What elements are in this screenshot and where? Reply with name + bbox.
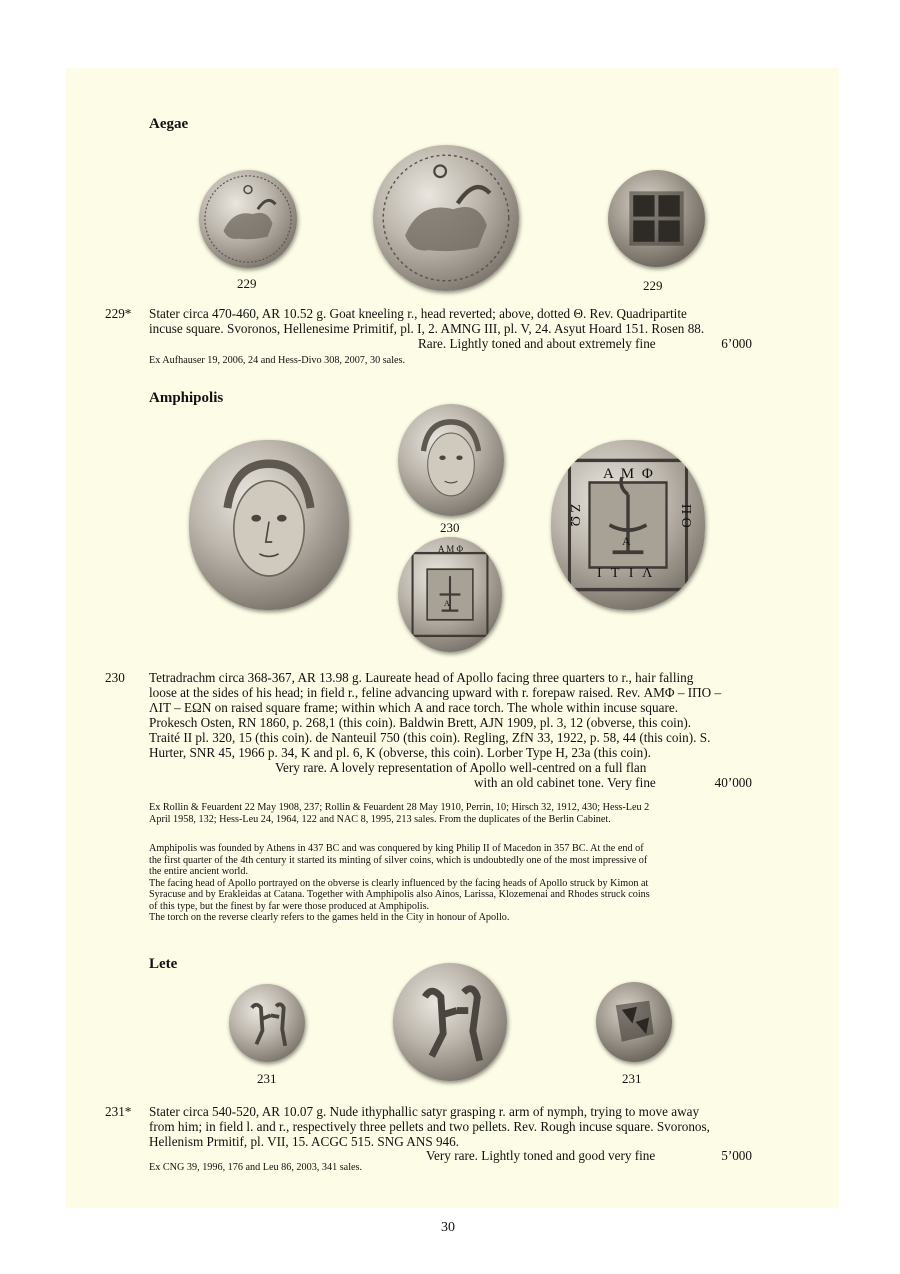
description-line: ΛΙΤ – ΕΩΝ on raised square frame; within which Α and race torch. The whole within incuse square. bbox=[149, 700, 679, 715]
field-letter: Α bbox=[622, 534, 631, 548]
legend-left: Ζ Ω bbox=[567, 504, 582, 527]
grade-row bbox=[149, 336, 752, 351]
description-line: Prokesch Osten, RN 1860, p. 268,1 (this coin). Baldwin Brett, AJN 1909, pl. 3, 12 (obverse, this coin). bbox=[149, 715, 692, 730]
description-line: Stater circa 470-460, AR 10.52 g. Goat kneeling r., head reverted; above, dotted Θ. Rev. Quadripartite bbox=[149, 306, 687, 321]
provenance-line: Ex Rollin & Feuardent 22 May 1908, 237; Rollin & Feuardent 28 May 1910, Perrin, 10; Hirsch 32, 1912, 430; Hess-Leu 2 bbox=[149, 802, 650, 813]
section-title-lete: Lete bbox=[149, 956, 178, 972]
provenance bbox=[149, 802, 752, 825]
coin-230-obverse-small bbox=[398, 404, 504, 516]
historical-note bbox=[149, 843, 752, 924]
legend-right: Π Ο bbox=[678, 504, 693, 528]
description-line: Hurter, SNR 45, 1966 p. 34, K and pl. 6, K (obverse, this coin). Lorber Type H, 23a (this coin). bbox=[149, 745, 651, 760]
description-line: Stater circa 540-520, AR 10.07 g. Nude ithyphallic satyr grasping r. arm of nymph, trying to move away bbox=[149, 1104, 700, 1119]
coin-231-obverse-large bbox=[393, 963, 507, 1081]
description-line: Traité II pl. 320, 15 (this coin). de Nanteuil 750 (this coin). Regling, ZfN 33, 1922, p. 58, 44 (this coin). S. bbox=[149, 730, 711, 745]
coin-231-obverse-small bbox=[229, 984, 305, 1062]
legend-top: Α Μ Φ bbox=[603, 466, 655, 482]
coin-229-obverse-large bbox=[373, 145, 519, 291]
note-line: of this type, but the finest by far were those produced at Amphipolis. bbox=[149, 900, 430, 912]
grade-text: with an old cabinet tone. Very fine bbox=[474, 775, 656, 790]
description-line: incuse square. Svoronos, Hellenesime Primitif, pl. I, 2. AMNG III, pl. V, 24. Asyut Hoard 151. Rosen 88. bbox=[149, 321, 705, 336]
estimate: 40’000 bbox=[714, 775, 752, 790]
note-line: Amphipolis was founded by Athens in 437 BC and was conquered by king Philip II of Macedon in 357 BC. At the end of bbox=[149, 843, 644, 854]
coin-label: 231 bbox=[622, 1071, 642, 1086]
legend-bottom: Ι Τ Ι Λ bbox=[597, 566, 656, 581]
grade-row bbox=[149, 775, 752, 790]
grade-row bbox=[149, 1148, 752, 1163]
provenance: Ex Aufhauser 19, 2006, 24 and Hess-Divo 308, 2007, 30 sales. bbox=[149, 355, 406, 366]
coin-231-reverse bbox=[596, 982, 672, 1062]
coin-230-reverse-small bbox=[398, 537, 502, 652]
provenance-line: April 1958, 132; Hess-Leu 24, 1964, 122 and NAC 8, 1995, 213 sales. From the duplicates of the Berlin Cabinet. bbox=[149, 813, 611, 825]
coin-229-reverse bbox=[608, 170, 705, 267]
lot-description bbox=[149, 306, 752, 336]
section-title-amphipolis: Amphipolis bbox=[149, 390, 224, 406]
lot-description bbox=[149, 1104, 752, 1149]
grade-text: Rare. Lightly toned and about extremely fine bbox=[418, 336, 656, 351]
coin-label: 231 bbox=[257, 1071, 277, 1086]
estimate: 6’000 bbox=[721, 336, 752, 351]
field-letter: Α bbox=[444, 599, 450, 608]
description-line: Hellenism Prmitif, pl. VII, 15. ACGC 515. SNG ANS 946. bbox=[149, 1134, 460, 1149]
provenance: Ex CNG 39, 1996, 176 and Leu 86, 2003, 341 sales. bbox=[149, 1162, 363, 1173]
lot-number: 231* bbox=[105, 1104, 132, 1119]
lot-description bbox=[149, 670, 752, 760]
coin-230-obverse-large bbox=[189, 440, 349, 610]
section-title-aegae: Aegae bbox=[149, 116, 189, 132]
coin-label: 229 bbox=[643, 278, 663, 293]
description-line: loose at the sides of his head; in field r., feline advancing upward with r. forepaw raised. Rev. ΑΜΦ – ΙΠΟ – bbox=[149, 685, 722, 700]
note-line: Syracuse and by Erakleidas at Catana. Together with Amphipolis also Ainos, Larissa, Klozemenai and Rhodes struck coins bbox=[149, 889, 650, 900]
note-line: The torch on the reverse clearly refers to the games held in the City in honour of Apollo. bbox=[149, 912, 510, 923]
note-line: The facing head of Apollo portrayed on the obverse is clearly influenced by the facing heads of Apollo struck by Kimon at bbox=[149, 877, 649, 889]
lot-number: 230 bbox=[105, 670, 125, 685]
coin-label: 229 bbox=[237, 276, 257, 291]
description-line: from him; in field l. and r., respectively three pellets and two pellets. Rev. Rough incuse square. Svoronos, bbox=[149, 1119, 710, 1134]
description-line: Tetradrachm circa 368-367, AR 13.98 g. Laureate head of Apollo facing three quarters to r., hair falling bbox=[149, 670, 694, 685]
page-number: 30 bbox=[441, 1220, 455, 1235]
lot-number: 229* bbox=[105, 306, 132, 321]
grade-text: Very rare. Lightly toned and good very fine bbox=[426, 1148, 656, 1163]
legend-top: Α Μ Φ bbox=[438, 544, 464, 554]
coin-229-obverse-small bbox=[199, 170, 297, 268]
note-line: the entire ancient world. bbox=[149, 866, 249, 877]
grade-text: Very rare. A lovely representation of Apollo well-centred on a full flan bbox=[275, 760, 647, 775]
coin-label: 230 bbox=[440, 520, 460, 535]
note-line: the first quarter of the 4th century it started its minting of silver coins, which is undoubtedly one of the most impressive of bbox=[149, 854, 648, 866]
estimate: 5’000 bbox=[721, 1148, 752, 1163]
coin-230-reverse-large bbox=[551, 440, 705, 610]
